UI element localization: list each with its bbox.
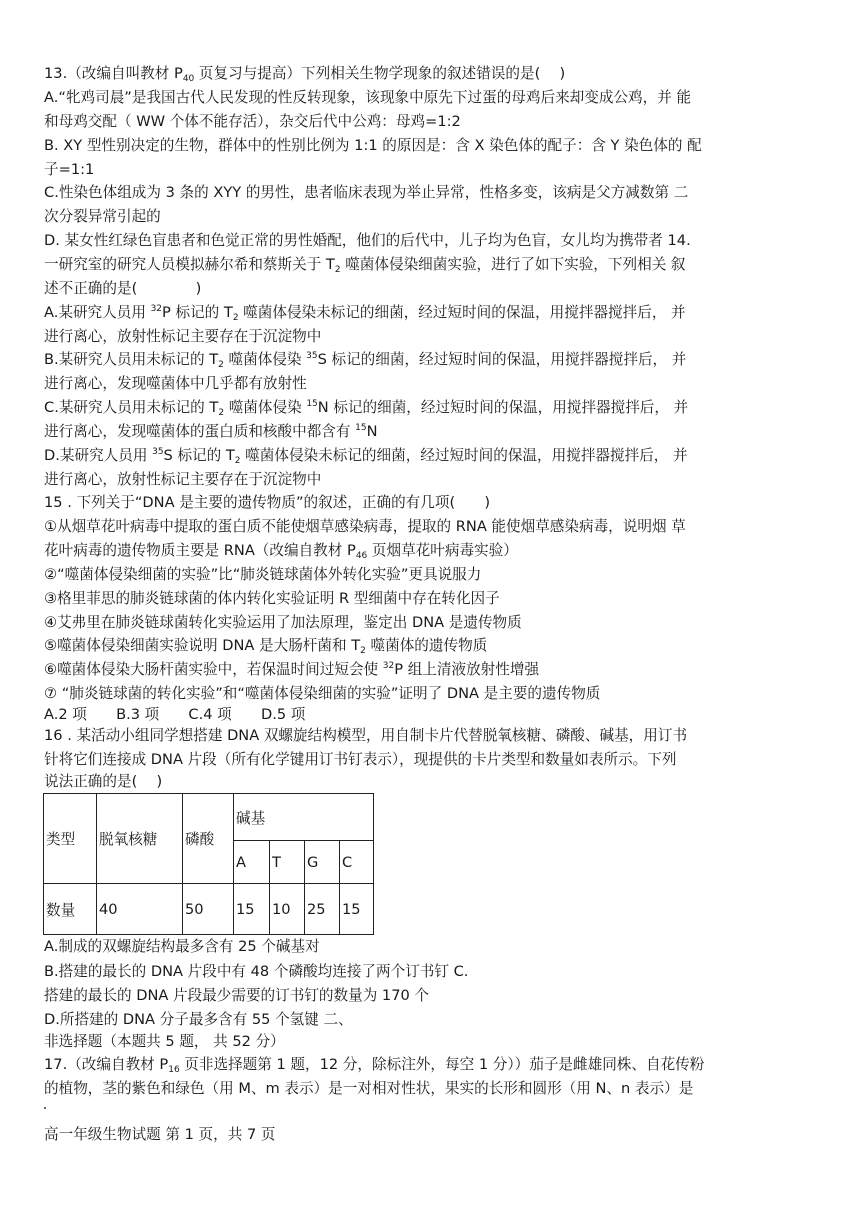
q13-option-d: D. 某女性红绿色盲患者和色觉正常的男性婚配，他们的后代中，儿子均为色盲，女儿均为携带者 14. [44,232,691,249]
table-cell-c: 15 [340,884,374,935]
page-footer: 高一年级生物试题 第 1 页，共 7 页 [44,1126,276,1143]
q16-option-c: 搭建的最长的 DNA 片段最少需要的订书钉的数量为 170 个 [44,987,430,1004]
table-header-base-g: G [305,841,340,884]
table-cell-a: 15 [234,884,270,935]
q15-item-4: ④艾弗里在肺炎链球菌转化实验运用了加法原理，鉴定出 DNA 是遗传物质 [44,614,522,631]
q15-item-6: ⑥噬菌体侵染大肠杆菌实验中，若保温时间过短会使 $^{32}$P 组上清液放射性增强 [44,661,540,678]
q14-option-d-cont: 进行离心，放射性标记主要存在于沉淀物中 [44,471,322,488]
q14-option-c: C.某研究人员用未标记的 $T_2$ 噬菌体侵染 $^{15}$N 标记的细菌，经过短时间的保温，用搅拌器搅拌后， 并 [44,399,689,418]
q16-stem-cont-2: 说法正确的是( ) [44,773,163,790]
q16-stem-cont-1: 针将它们连接成 DNA 片段（所有化学键用订书钉表示），现提供的卡片类型和数量如表所示。下列 [44,751,677,768]
q14-option-d: D.某研究人员用 $^{35}$S 标记的 $T_2$ 噬菌体侵染未标记的细菌，经过短时间的保温，用搅拌器搅拌后， 并 [44,447,688,466]
q17-stem-cont: 的植物，茎的紫色和绿色（用 M、m 表示）是一对相对性状，果实的长形和圆形（用 N、n 表示）是 [44,1080,694,1097]
q16-option-b: B.搭建的最长的 DNA 片段中有 48 个磷酸均连接了两个订书钉 C. [44,963,469,980]
q15-options: A.2 项 B.3 项 C.4 项 D.5 项 [44,706,306,723]
q15-stem: 15 . 下列关于“DNA 是主要的遗传物质”的叙述，正确的有几项( ) [44,494,491,511]
table-cell-g: 25 [305,884,340,935]
table-header-base: 碱基 [234,794,374,841]
q14-option-c-cont: 进行离心，发现噬菌体的蛋白质和核酸中都含有 $^{15}$N [44,423,378,440]
scan-dot [44,1107,46,1109]
table-header-phosphate: 磷酸 [183,794,234,884]
q16-stem: 16 . 某活动小组同学想搭建 DNA 双螺旋结构模型，用自制卡片代替脱氧核糖、磷酸、碱基，用订书 [44,727,688,744]
table-cell-t: 10 [270,884,305,935]
table-header-base-c: C [340,841,374,884]
q13-stem: 13.（改编自叫教材 $P_{40}$ 页复习与提高）下列相关生物学现象的叙述错误的是( ) [44,65,566,84]
q15-item-1: ①从烟草花叶病毒中提取的蛋白质不能使烟草感染病毒，提取的 RNA 能使烟草感染病毒，说明烟 草 [44,518,686,535]
q13-option-c: C.性染色体组成为 3 条的 XYY 的男性，患者临床表现为举止异常，性格多变，该病是父方减数第 二 [44,184,689,201]
q15-item-2: ②“噬菌体侵染细菌的实验”比“肺炎链球菌体外转化实验”更具说服力 [44,566,482,583]
q15-item-3: ③格里菲思的肺炎链球菌的体内转化实验证明 R 型细菌中存在转化因子 [44,590,500,607]
q15-item-1-cont: 花叶病毒的遗传物质主要是 RNA（改编自教材 $P_{46}$ 页烟草花叶病毒实验） [44,542,518,561]
table-header-sugar: 脱氧核糖 [97,794,183,884]
q13-option-b: B. XY 型性别决定的生物，群体中的性别比例为 1:1 的原因是：含 X 染色体的配子：含 Y 染色体的 配 [44,137,702,154]
table-header-base-t: T [270,841,305,884]
q16-option-a: A.制成的双螺旋结构最多含有 25 个碱基对 [44,938,320,955]
q13-option-a-cont: 和母鸡交配（ WW 个体不能存活），杂交后代中公鸡：母鸡=1:2 [44,113,461,130]
table-cell-phosphate: 50 [183,884,234,935]
q13-option-a: A.“牝鸡司晨”是我国古代人民发现的性反转现象，该现象中原先下过蛋的母鸡后来却变成公鸡，并 能 [44,89,692,106]
q13-option-b-cont: 子=1:1 [44,161,95,178]
q14-option-b: B.某研究人员用未标记的 $T_2$ 噬菌体侵染 $^{35}$S 标记的细菌，经过短时间的保温，用搅拌器搅拌后， 并 [44,351,687,370]
q14-option-b-cont: 进行离心，发现噬菌体中几乎都有放射性 [44,375,307,392]
q16-option-d: D.所搭建的 DNA 分子最多含有 55 个氢键 二、 [44,1011,353,1028]
q14-option-a: A.某研究人员用 $^{32}$P 标记的 $T_2$ 噬菌体侵染未标记的细菌，经过短时间的保温，用搅拌器搅拌后， 并 [44,304,686,323]
q14-stem: 一研究室的研究人员模拟赫尔希和蔡斯关于 $T_2$ 噬菌体侵染细菌实验，进行了如下实验，下列相关 叙 [44,256,686,275]
q14-stem-cont: 述不正确的是( ) [44,280,202,297]
q15-item-5: ⑤噬菌体侵染细菌实验说明 DNA 是大肠杆菌和 $T_2$ 噬菌体的遗传物质 [44,637,488,656]
q13-option-c-cont: 次分裂异常引起的 [44,208,161,225]
section-heading: 非选择题（本题共 5 题， 共 52 分） [44,1033,285,1050]
table-header-base-a: A [234,841,270,884]
q17-stem: 17.（改编自教材 $P_{16}$ 页非选择题第 1 题，12 分，除标注外，每空 1 分））茄子是雌雄同株、自花传粉 [44,1056,705,1075]
q14-option-a-cont: 进行离心，放射性标记主要存在于沉淀物中 [44,328,322,345]
q15-item-7: ⑦ “肺炎链球菌的转化实验”和“噬菌体侵染细菌的实验”证明了 DNA 是主要的遗传物质 [44,685,601,702]
card-count-table [43,793,374,935]
table-header-type: 类型 [44,794,97,884]
table-cell-sugar: 40 [97,884,183,935]
table-row-label: 数量 [44,884,97,935]
